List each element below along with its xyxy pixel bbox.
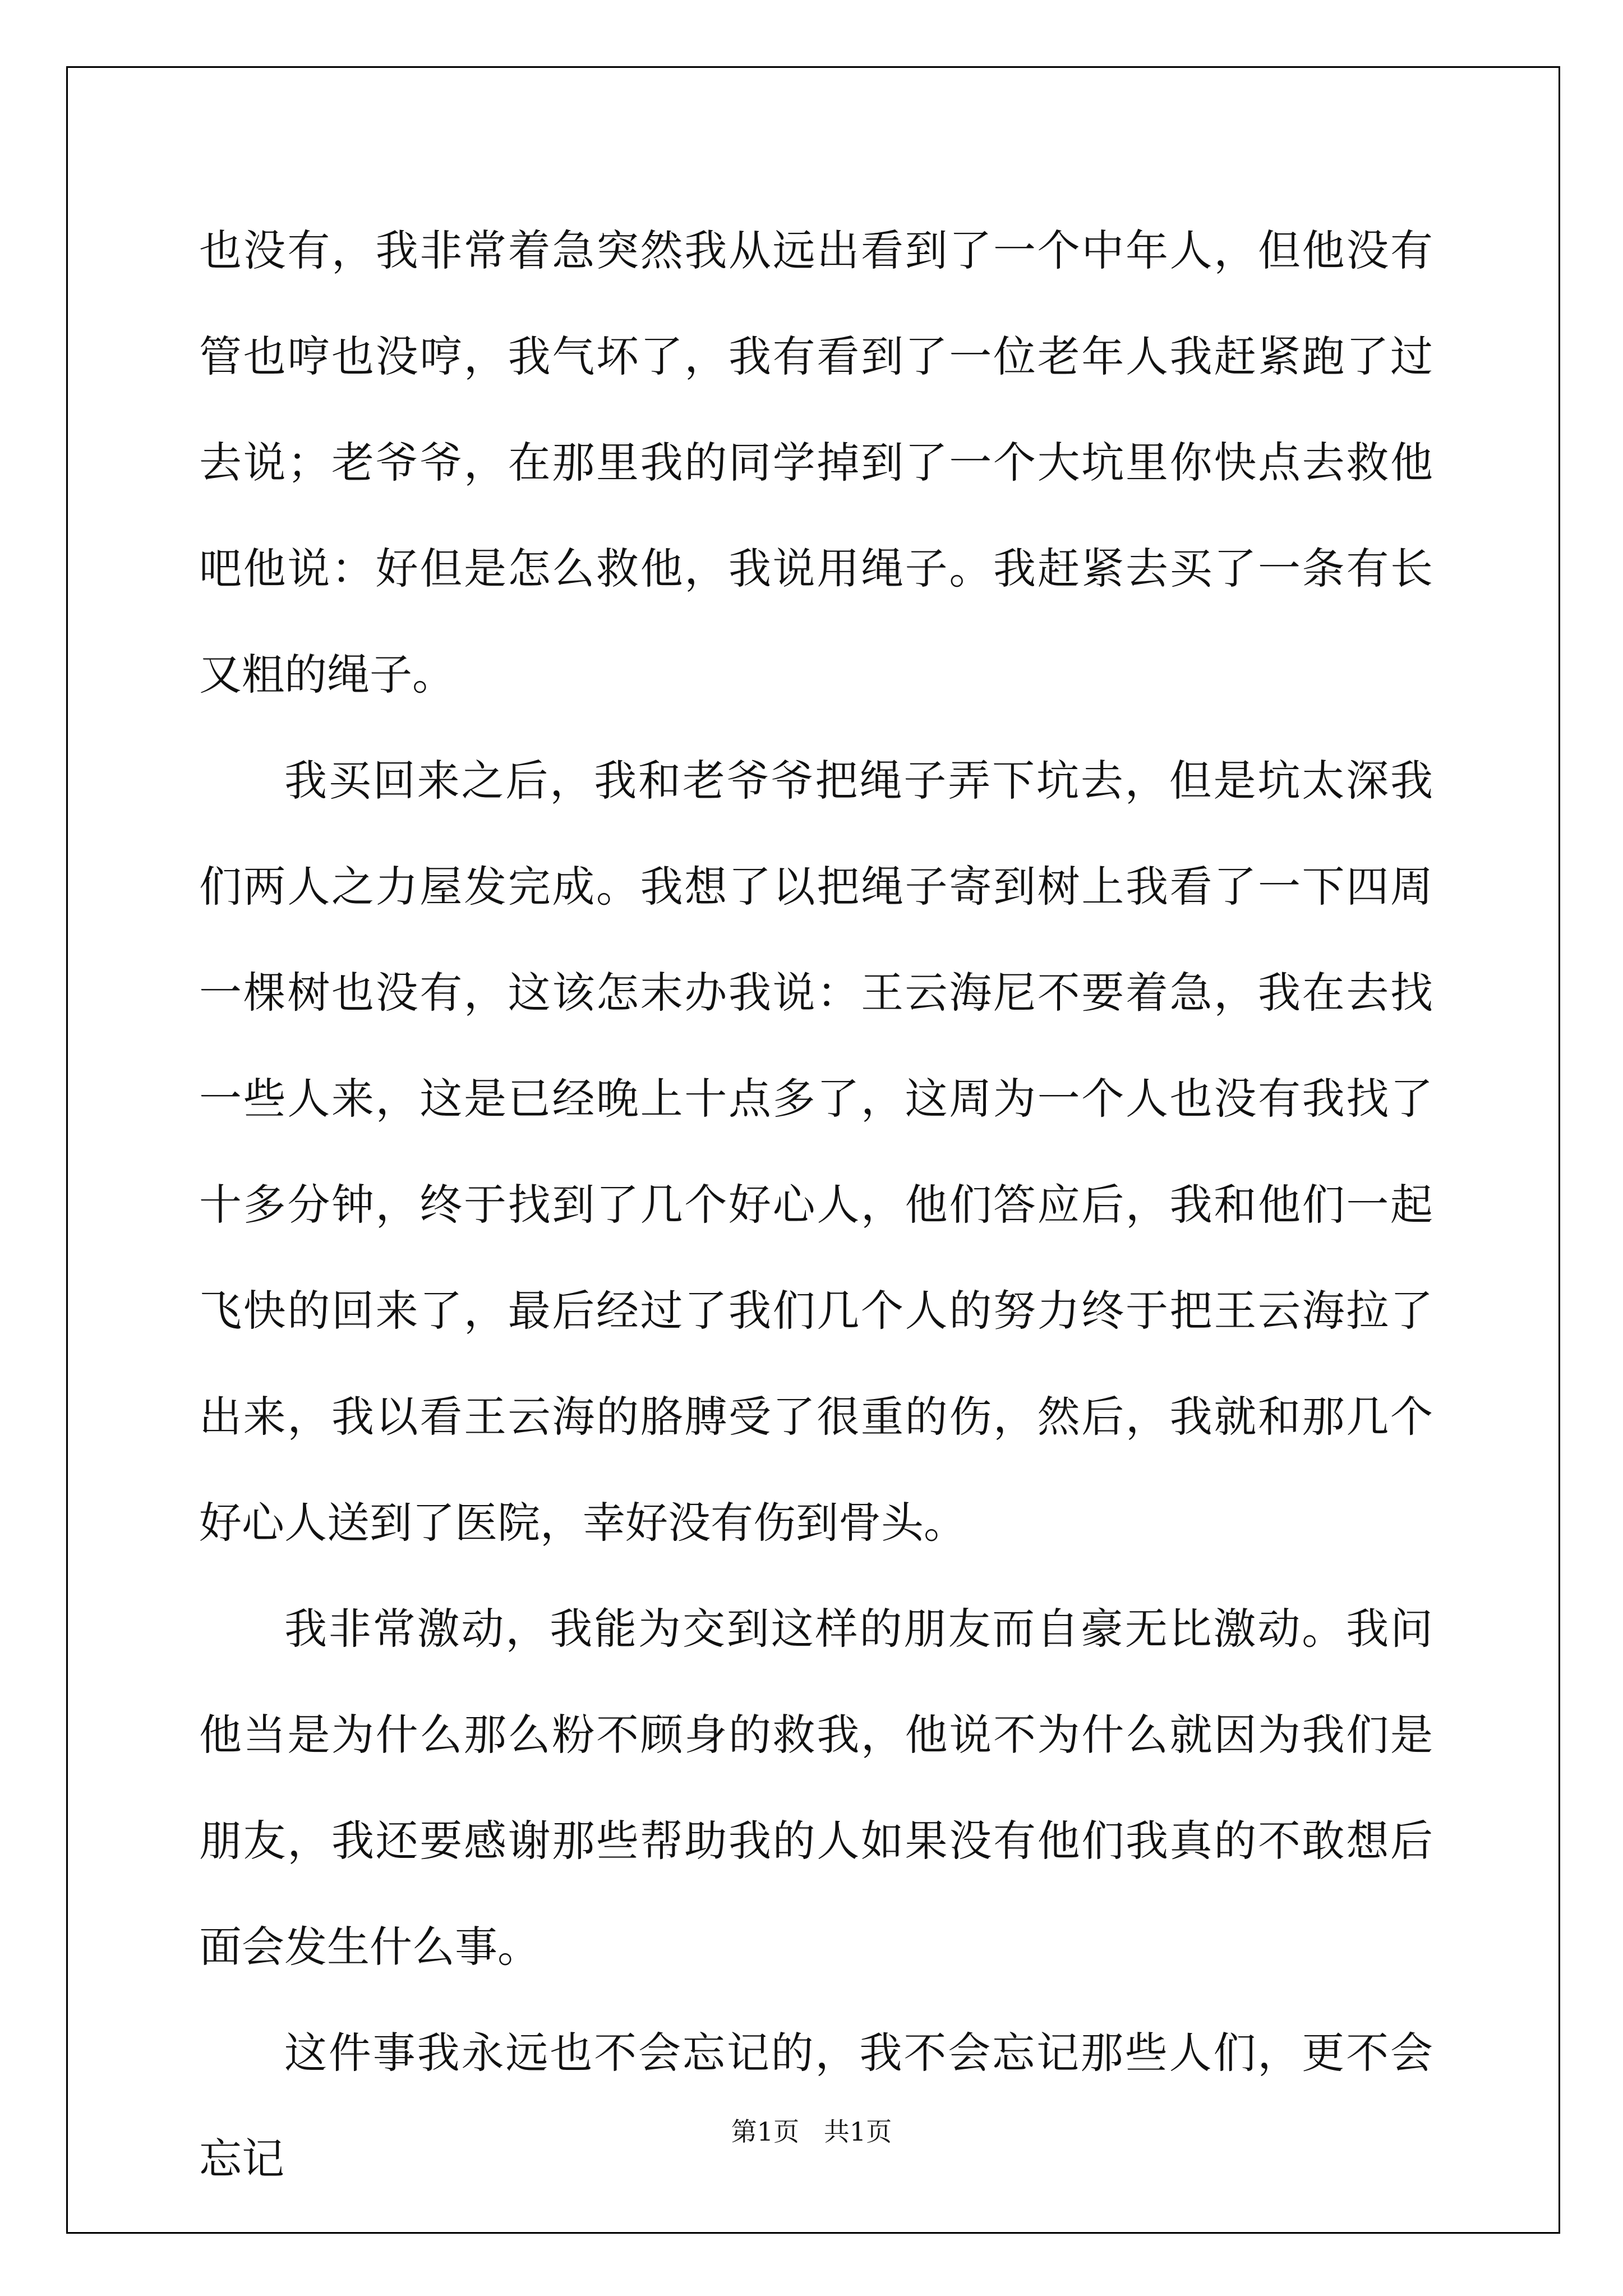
- document-body: [199, 197, 1433, 2212]
- paragraph-1: 也没有，我非常着急突然我从远出看到了一个中年人，但他没有管也哼也没哼，我气坏了，我有看到了一位老年人我赶紧跑了过去说；老爷爷，在那里我的同学掉到了一个大坑里你快点去救他吧他说：好但是怎么救他，我说用绳子。我赶紧去买了一条有长又粗的绳子。: [199, 226, 1433, 700]
- page-footer: 第1页 共1页: [731, 2116, 892, 2147]
- paragraph-2: 我买回来之后，我和老爷爷把绳子弄下坑去，但是坑太深我们两人之力屋发完成。我想了以把绳子寄到树上我看了一下四周一棵树也没有，这该怎末办我说：王云海尼不要着急，我在去找一些人来，这是已经晚上十点多了，这周为一个人也没有我找了十多分钟，终于找到了几个好心人，他们答应后，我和他们一起飞快的回来了，最后经过了我们几个人的努力终于把王云海拉了出来，我以看王云海的胳膊受了很重的伤，然后，我就和那几个好心人送到了医院，幸好没有伤到骨头。: [199, 756, 1433, 1548]
- paragraph-3: 我非常激动，我能为交到这样的朋友而自豪无比激动。我问他当是为什么那么粉不顾身的救我，他说不为什么就因为我们是朋友，我还要感谢那些帮助我的人如果没有他们我真的不敢想后面会发生什么事。: [199, 1604, 1433, 1972]
- paragraph-4: 这件事我永远也不会忘记的，我不会忘记那些人们，更不会忘记: [199, 2028, 1433, 2184]
